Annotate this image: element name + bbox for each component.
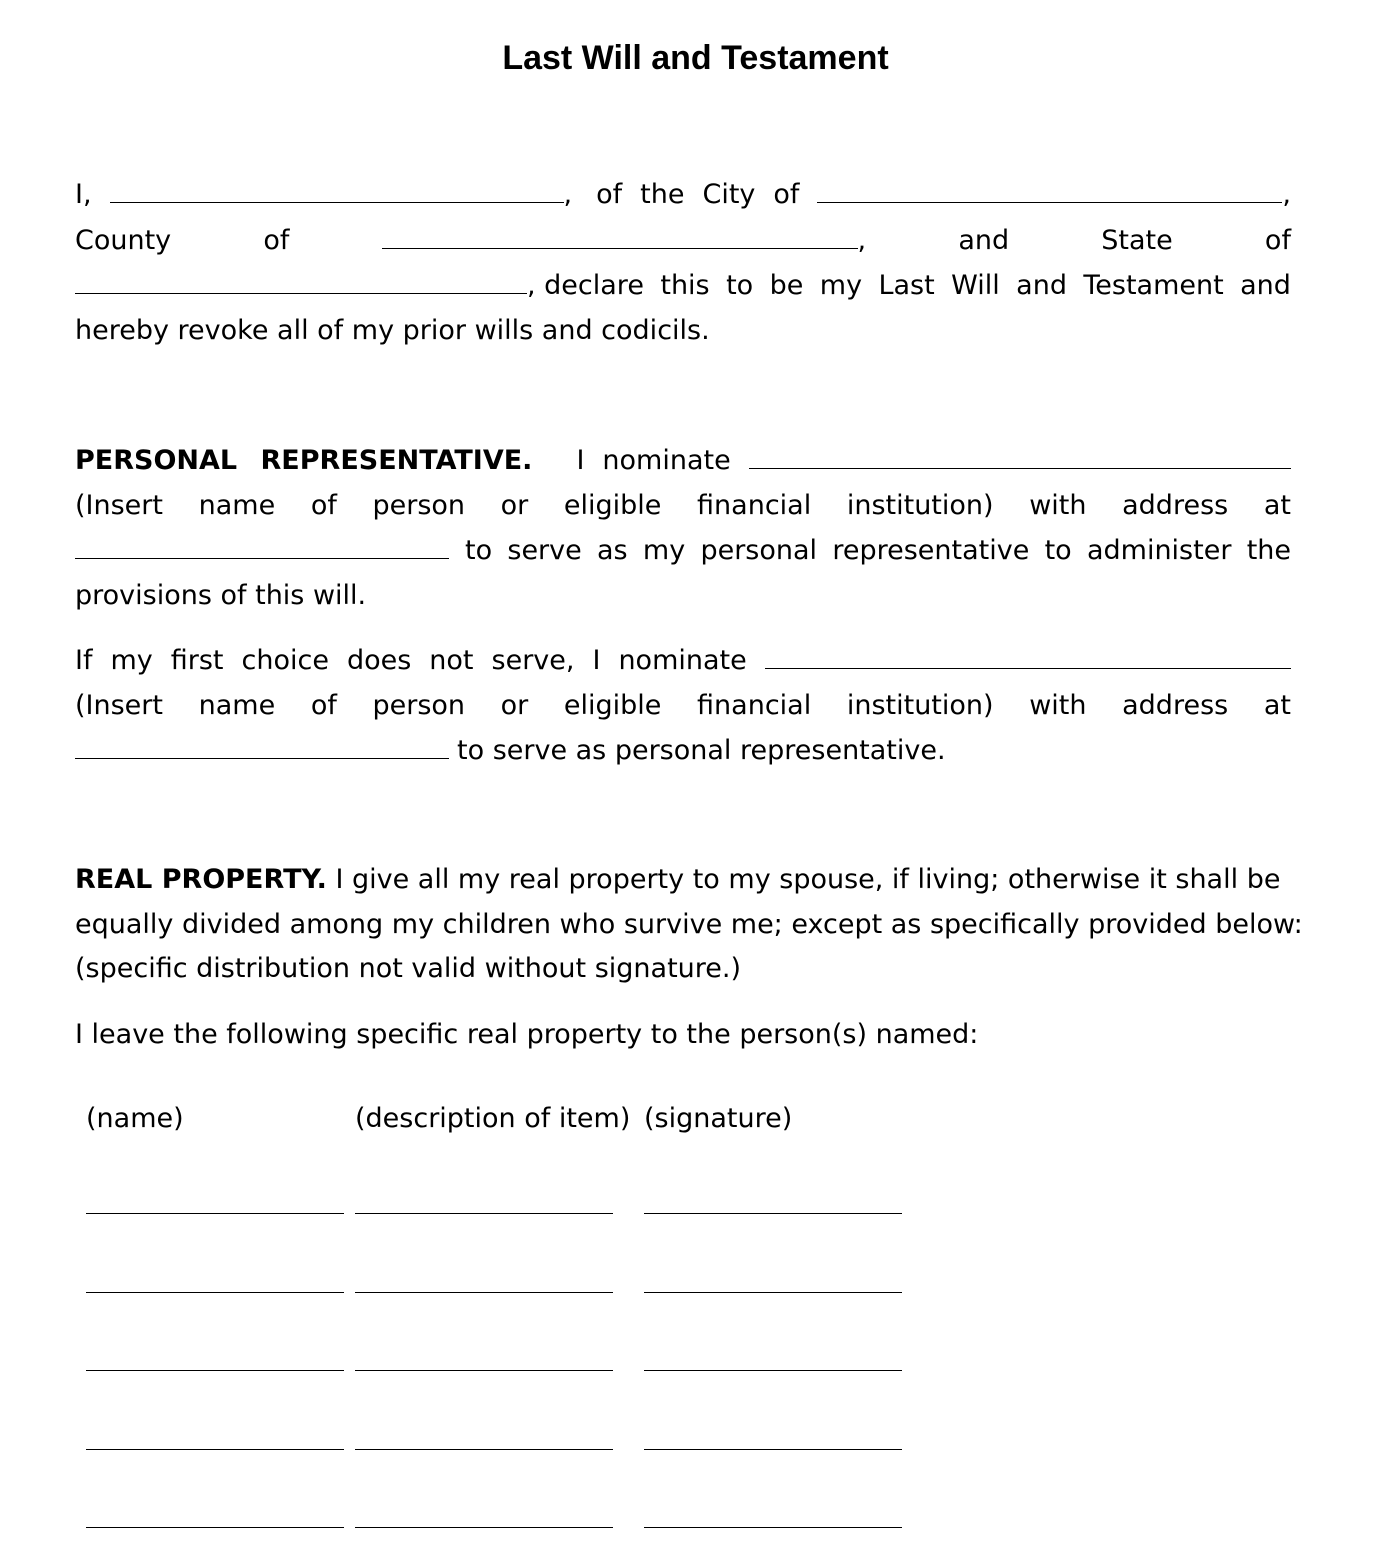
comma: , [563,179,573,210]
description-line[interactable] [355,1213,613,1214]
word: nominate [602,445,731,476]
word: address [1122,689,1229,721]
section-heading: REAL PROPERTY. [75,864,327,895]
rep-line-3 [75,528,1291,574]
county-blank[interactable] [382,218,858,249]
word: and [1240,270,1291,301]
word: Testament [1083,270,1224,301]
word: Last [878,270,935,301]
representative-address-blank[interactable] [75,528,449,559]
real-line-1 [75,858,1291,903]
county-blank-group [382,218,867,264]
word: to [1044,535,1072,566]
word: address [1122,489,1229,521]
word: name [198,689,276,721]
alternate-representative-paragraph [75,638,1291,774]
word: to [726,270,754,301]
word: financial [697,689,812,721]
word: with [1029,489,1087,521]
word: nominate [618,645,747,676]
word: of [773,179,800,210]
name-line[interactable] [86,1527,344,1528]
word: does [346,645,412,676]
word: institution) [846,689,994,721]
name-line[interactable] [86,1449,344,1450]
description-line[interactable] [355,1370,613,1371]
alt-line-3 [75,728,1291,774]
word: with [1029,689,1087,721]
description-line[interactable] [355,1449,613,1450]
word: eligible [563,689,662,721]
alternate-name-blank[interactable] [765,638,1291,669]
word: this [660,270,710,301]
word: person [372,689,466,721]
word: the [640,179,685,210]
word: be [769,270,804,301]
word: If [75,645,93,676]
word: serve [507,535,582,566]
word: institution) [846,489,994,521]
rep-line-1 [75,438,1291,484]
declaration-line-3 [75,263,1291,309]
word: State [1101,224,1173,256]
word: Will [951,270,1000,301]
signature-line[interactable] [644,1213,902,1214]
word: of [263,224,290,256]
word: personal [700,535,818,566]
signature-line[interactable] [644,1370,902,1371]
word: County [75,224,172,256]
alt-line-1-words [75,639,747,684]
word: , declare [527,270,644,301]
signature-line[interactable] [644,1292,902,1293]
city-blank[interactable] [817,172,1282,203]
state-blank[interactable] [75,263,527,294]
declaration-line-1 [75,172,1291,218]
word: the [1246,535,1291,566]
word: of [310,489,337,521]
word: at [1263,689,1291,721]
word: (Insert [75,689,163,721]
name-line[interactable] [86,1370,344,1371]
real-line-1-text: I give all my real property to my spouse, if living; otherwise it shall be [335,864,1281,895]
specific-intro-text: I leave the following specific real property to the person(s) named: [75,1019,979,1050]
word: of [596,179,623,210]
representative-name-blank[interactable] [749,438,1291,469]
column-header-signature: (signature) [644,1103,793,1134]
word: of [310,689,337,721]
word: of [1264,224,1291,256]
rep-line-3-words [465,529,1291,574]
testator-name-blank[interactable] [110,172,564,203]
word: not [429,645,474,676]
word: I, [75,179,92,210]
word: to [465,535,493,566]
word: administer [1086,535,1232,566]
word: and [958,224,1010,256]
specific-property-intro [75,1013,1291,1058]
description-line[interactable] [355,1527,613,1528]
comma: , [857,224,867,256]
personal-representative-paragraph [75,438,1291,618]
word: choice [241,645,329,676]
word: my [642,535,686,566]
word: my [819,270,863,301]
word: first [170,645,224,676]
word: person [372,489,466,521]
signature-line[interactable] [644,1527,902,1528]
alternate-address-blank[interactable] [75,728,449,759]
real-line-3: (specific distribution not valid without signature.) [75,953,742,984]
rep-line-4: provisions of this will. [75,579,367,611]
word: (Insert [75,489,163,521]
declaration-paragraph [75,172,1291,353]
real-property-paragraph [75,858,1303,992]
column-header-name: (name) [86,1103,184,1134]
section-heading: PERSONAL REPRESENTATIVE. [75,445,533,476]
rep-line-2 [75,484,1291,529]
alt-line-2 [75,684,1291,729]
document-title: Last Will and Testament [502,39,889,77]
alt-line-3-text: to serve as personal representative. [457,735,946,766]
name-line[interactable] [86,1292,344,1293]
word: representative [832,535,1030,566]
state-blank-group [75,263,644,309]
word: or [500,689,529,721]
signature-line[interactable] [644,1449,902,1450]
word: I [592,645,601,676]
word: as [597,535,628,566]
word: financial [697,489,812,521]
description-line[interactable] [355,1292,613,1293]
comma: , [1282,179,1291,210]
alt-line-1 [75,638,1291,684]
word: eligible [563,489,662,521]
name-line[interactable] [86,1213,344,1214]
word: I [576,445,585,476]
column-header-description: (description of item) [355,1103,631,1134]
word: serve, [491,645,575,676]
real-line-2: equally divided among my children who survive me; except as specifically provided below: [75,908,1303,940]
word: at [1263,489,1291,521]
declaration-line-4: hereby revoke all of my prior wills and codicils. [75,314,710,346]
word: my [110,645,153,676]
declaration-line-2 [75,218,1291,264]
word: City [702,179,756,210]
word: or [500,489,529,521]
word: name [198,489,276,521]
word: and [1016,270,1067,301]
